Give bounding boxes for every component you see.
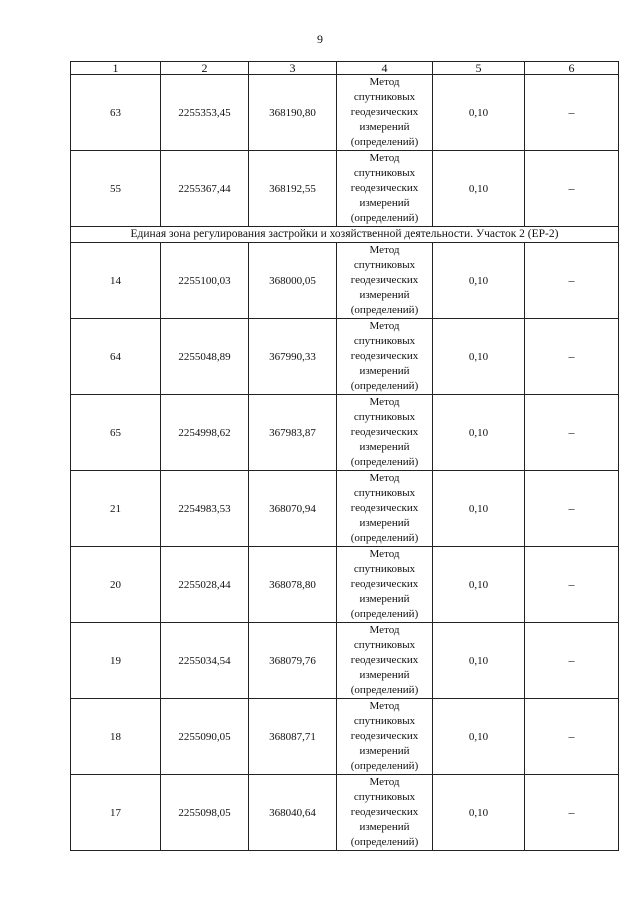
table-row [71,547,619,623]
x-coordinate-cell: 2255090,05 [161,699,249,775]
accuracy-cell: 0,10 [433,471,525,547]
method-text-line: (определений) [350,136,419,148]
y-coordinate-cell: 368087,71 [249,699,337,775]
accuracy-cell: 0,10 [433,623,525,699]
point-number-cell: 14 [71,243,161,319]
table-row [71,471,619,547]
column-header: 6 [525,62,619,75]
table-row [71,623,619,699]
method-text-line: спутниковых [353,335,416,347]
point-number-cell: 55 [71,151,161,227]
accuracy-cell: 0,10 [433,775,525,851]
page-number: 9 [317,32,323,46]
accuracy-cell: 0,10 [433,547,525,623]
column-header: 2 [161,62,249,75]
point-number-cell: 63 [71,75,161,151]
method-text-line: геодезических [350,578,419,590]
table-row [71,775,619,851]
note-cell: – [525,471,619,547]
method-text-line: геодезических [350,654,419,666]
method-cell [337,699,433,775]
y-coordinate-cell: 368190,80 [249,75,337,151]
method-text-line: (определений) [350,380,419,392]
method-text-line: Метод [369,320,400,332]
note-cell: – [525,775,619,851]
method-text-line: спутниковых [353,563,416,575]
zone-title-row [71,227,619,243]
accuracy-cell: 0,10 [433,151,525,227]
column-header: 1 [71,62,161,75]
x-coordinate-cell: 2255048,89 [161,319,249,395]
method-text-line: спутниковых [353,791,416,803]
accuracy-cell: 0,10 [433,395,525,471]
y-coordinate-cell: 367983,87 [249,395,337,471]
method-text-line: спутниковых [353,91,416,103]
zone-title: Единая зона регулирования застройки и хозяйственной деятельности. Участок 2 (ЕР-2) [71,227,619,243]
method-text-line: геодезических [350,182,419,194]
method-text-line: измерений [359,593,410,605]
method-text-line: (определений) [350,304,419,316]
method-cell [337,243,433,319]
method-text-line: Метод [369,152,400,164]
x-coordinate-cell: 2255353,45 [161,75,249,151]
column-header: 5 [433,62,525,75]
y-coordinate-cell: 368079,76 [249,623,337,699]
method-text-line: измерений [359,669,410,681]
table-row [71,319,619,395]
method-text-line: измерений [359,365,410,377]
method-text-line: (определений) [350,684,419,696]
accuracy-cell: 0,10 [433,75,525,151]
method-text-line: спутниковых [353,715,416,727]
y-coordinate-cell: 368070,94 [249,471,337,547]
method-text-line: измерений [359,441,410,453]
method-text-line: геодезических [350,274,419,286]
method-text-line: Метод [369,700,400,712]
accuracy-cell: 0,10 [433,699,525,775]
y-coordinate-cell: 368192,55 [249,151,337,227]
method-cell [337,775,433,851]
y-coordinate-cell: 367990,33 [249,319,337,395]
point-number-cell: 17 [71,775,161,851]
point-number-cell: 64 [71,319,161,395]
method-text-line: (определений) [350,608,419,620]
method-text-line: (определений) [350,760,419,772]
method-cell [337,623,433,699]
point-number-cell: 18 [71,699,161,775]
method-text-line: геодезических [350,730,419,742]
method-text-line: (определений) [350,836,419,848]
method-text-line: измерений [359,197,410,209]
method-text-line: измерений [359,821,410,833]
method-text-line: спутниковых [353,487,416,499]
column-header: 4 [337,62,433,75]
accuracy-cell: 0,10 [433,319,525,395]
method-text-line: измерений [359,517,410,529]
point-number-cell: 65 [71,395,161,471]
column-header: 3 [249,62,337,75]
x-coordinate-cell: 2255028,44 [161,547,249,623]
x-coordinate-cell: 2255100,03 [161,243,249,319]
point-number-cell: 21 [71,471,161,547]
note-cell: – [525,547,619,623]
method-text-line: спутниковых [353,167,416,179]
method-text-line: (определений) [350,532,419,544]
note-cell: – [525,75,619,151]
method-cell [337,75,433,151]
method-cell [337,395,433,471]
method-text-line: Метод [369,396,400,408]
point-number-cell: 19 [71,623,161,699]
table-row [71,699,619,775]
method-cell [337,547,433,623]
method-text-line: Метод [369,472,400,484]
method-text-line: измерений [359,745,410,757]
note-cell: – [525,623,619,699]
method-text-line: (определений) [350,212,419,224]
method-text-line: Метод [369,624,400,636]
coordinates-table [70,61,619,851]
header-row [71,62,619,75]
method-text-line: спутниковых [353,411,416,423]
x-coordinate-cell: 2255367,44 [161,151,249,227]
method-text-line: измерений [359,289,410,301]
method-text-line: (определений) [350,456,419,468]
note-cell: – [525,395,619,471]
note-cell: – [525,243,619,319]
method-text-line: спутниковых [353,639,416,651]
method-text-line: спутниковых [353,259,416,271]
table-row [71,395,619,471]
point-number-cell: 20 [71,547,161,623]
note-cell: – [525,319,619,395]
method-text-line: Метод [369,776,400,788]
method-text-line: геодезических [350,426,419,438]
method-cell [337,471,433,547]
method-cell [337,319,433,395]
method-text-line: геодезических [350,806,419,818]
method-text-line: Метод [369,76,400,88]
y-coordinate-cell: 368040,64 [249,775,337,851]
table-row [71,151,619,227]
method-text-line: измерений [359,121,410,133]
method-text-line: геодезических [350,106,419,118]
table-row [71,75,619,151]
table-row [71,243,619,319]
note-cell: – [525,699,619,775]
x-coordinate-cell: 2254983,53 [161,471,249,547]
y-coordinate-cell: 368000,05 [249,243,337,319]
x-coordinate-cell: 2255034,54 [161,623,249,699]
x-coordinate-cell: 2255098,05 [161,775,249,851]
method-text-line: Метод [369,244,400,256]
method-text-line: Метод [369,548,400,560]
method-cell [337,151,433,227]
method-text-line: геодезических [350,350,419,362]
x-coordinate-cell: 2254998,62 [161,395,249,471]
y-coordinate-cell: 368078,80 [249,547,337,623]
accuracy-cell: 0,10 [433,243,525,319]
note-cell: – [525,151,619,227]
method-text-line: геодезических [350,502,419,514]
